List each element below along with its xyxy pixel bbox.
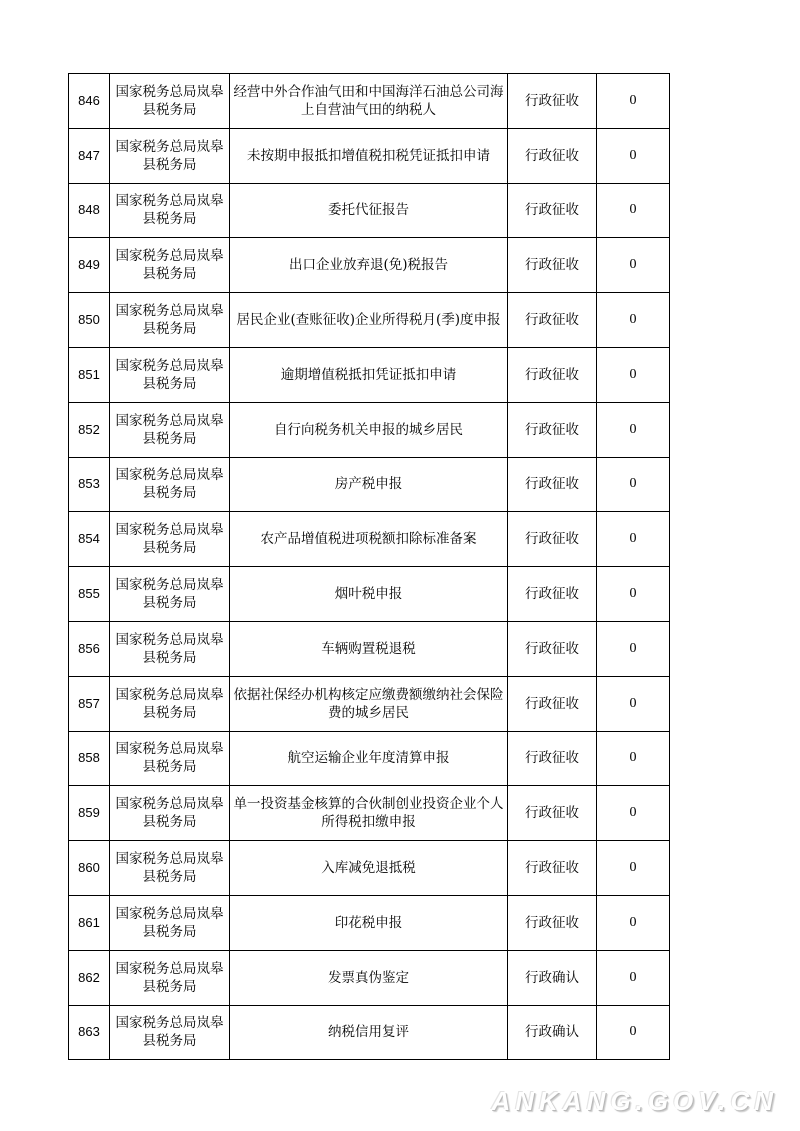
department-cell: 国家税务总局岚皋县税务局 bbox=[110, 731, 230, 786]
count-cell: 0 bbox=[597, 183, 670, 238]
table-body bbox=[69, 74, 670, 1060]
row-number-cell: 848 bbox=[69, 183, 110, 238]
department-cell: 国家税务总局岚皋县税务局 bbox=[110, 402, 230, 457]
item-name-cell: 印花税申报 bbox=[230, 895, 508, 950]
table-row bbox=[69, 895, 670, 950]
table-row bbox=[69, 238, 670, 293]
item-name-cell: 经营中外合作油气田和中国海洋石油总公司海上自营油气田的纳税人 bbox=[230, 74, 508, 129]
item-name-cell: 车辆购置税退税 bbox=[230, 621, 508, 676]
count-cell: 0 bbox=[597, 128, 670, 183]
row-number-cell: 851 bbox=[69, 347, 110, 402]
row-number-cell: 855 bbox=[69, 567, 110, 622]
table-row bbox=[69, 402, 670, 457]
item-name-cell: 逾期增值税抵扣凭证抵扣申请 bbox=[230, 347, 508, 402]
category-cell: 行政征收 bbox=[508, 402, 597, 457]
department-cell: 国家税务总局岚皋县税务局 bbox=[110, 841, 230, 896]
table-row bbox=[69, 128, 670, 183]
table-row bbox=[69, 841, 670, 896]
item-name-cell: 单一投资基金核算的合伙制创业投资企业个人所得税扣缴申报 bbox=[230, 786, 508, 841]
row-number-cell: 854 bbox=[69, 512, 110, 567]
row-number-cell: 847 bbox=[69, 128, 110, 183]
count-cell: 0 bbox=[597, 347, 670, 402]
category-cell: 行政征收 bbox=[508, 786, 597, 841]
category-cell: 行政征收 bbox=[508, 183, 597, 238]
category-cell: 行政确认 bbox=[508, 1005, 597, 1060]
row-number-cell: 859 bbox=[69, 786, 110, 841]
count-cell: 0 bbox=[597, 676, 670, 731]
row-number-cell: 852 bbox=[69, 402, 110, 457]
count-cell: 0 bbox=[597, 1005, 670, 1060]
count-cell: 0 bbox=[597, 786, 670, 841]
table-row bbox=[69, 621, 670, 676]
category-cell: 行政征收 bbox=[508, 512, 597, 567]
item-name-cell: 入库减免退抵税 bbox=[230, 841, 508, 896]
item-name-cell: 纳税信用复评 bbox=[230, 1005, 508, 1060]
table-row bbox=[69, 293, 670, 348]
table-row bbox=[69, 347, 670, 402]
table-row bbox=[69, 457, 670, 512]
table-row bbox=[69, 786, 670, 841]
category-cell: 行政征收 bbox=[508, 841, 597, 896]
category-cell: 行政征收 bbox=[508, 895, 597, 950]
department-cell: 国家税务总局岚皋县税务局 bbox=[110, 895, 230, 950]
row-number-cell: 860 bbox=[69, 841, 110, 896]
table-row bbox=[69, 567, 670, 622]
count-cell: 0 bbox=[597, 238, 670, 293]
department-cell: 国家税务总局岚皋县税务局 bbox=[110, 676, 230, 731]
department-cell: 国家税务总局岚皋县税务局 bbox=[110, 74, 230, 129]
item-name-cell: 房产税申报 bbox=[230, 457, 508, 512]
department-cell: 国家税务总局岚皋县税务局 bbox=[110, 786, 230, 841]
category-cell: 行政征收 bbox=[508, 293, 597, 348]
row-number-cell: 853 bbox=[69, 457, 110, 512]
category-cell: 行政征收 bbox=[508, 676, 597, 731]
department-cell: 国家税务总局岚皋县税务局 bbox=[110, 293, 230, 348]
department-cell: 国家税务总局岚皋县税务局 bbox=[110, 238, 230, 293]
item-name-cell: 依据社保经办机构核定应缴费额缴纳社会保险费的城乡居民 bbox=[230, 676, 508, 731]
table-row bbox=[69, 512, 670, 567]
count-cell: 0 bbox=[597, 402, 670, 457]
category-cell: 行政征收 bbox=[508, 347, 597, 402]
row-number-cell: 850 bbox=[69, 293, 110, 348]
item-name-cell: 航空运输企业年度清算申报 bbox=[230, 731, 508, 786]
department-cell: 国家税务总局岚皋县税务局 bbox=[110, 457, 230, 512]
category-cell: 行政征收 bbox=[508, 128, 597, 183]
department-cell: 国家税务总局岚皋县税务局 bbox=[110, 950, 230, 1005]
row-number-cell: 862 bbox=[69, 950, 110, 1005]
item-name-cell: 出口企业放弃退(免)税报告 bbox=[230, 238, 508, 293]
category-cell: 行政征收 bbox=[508, 238, 597, 293]
table-row bbox=[69, 731, 670, 786]
department-cell: 国家税务总局岚皋县税务局 bbox=[110, 567, 230, 622]
department-cell: 国家税务总局岚皋县税务局 bbox=[110, 347, 230, 402]
row-number-cell: 849 bbox=[69, 238, 110, 293]
site-watermark: ANKANG.GOV.CN bbox=[491, 1086, 778, 1116]
count-cell: 0 bbox=[597, 567, 670, 622]
department-cell: 国家税务总局岚皋县税务局 bbox=[110, 621, 230, 676]
table-row bbox=[69, 676, 670, 731]
table-row bbox=[69, 74, 670, 129]
item-name-cell: 居民企业(查账征收)企业所得税月(季)度申报 bbox=[230, 293, 508, 348]
table-row bbox=[69, 183, 670, 238]
count-cell: 0 bbox=[597, 895, 670, 950]
department-cell: 国家税务总局岚皋县税务局 bbox=[110, 128, 230, 183]
table-row bbox=[69, 1005, 670, 1060]
item-name-cell: 发票真伪鉴定 bbox=[230, 950, 508, 1005]
category-cell: 行政征收 bbox=[508, 731, 597, 786]
table-row bbox=[69, 950, 670, 1005]
count-cell: 0 bbox=[597, 731, 670, 786]
row-number-cell: 857 bbox=[69, 676, 110, 731]
count-cell: 0 bbox=[597, 621, 670, 676]
count-cell: 0 bbox=[597, 950, 670, 1005]
item-name-cell: 烟叶税申报 bbox=[230, 567, 508, 622]
tax-items-table bbox=[68, 73, 670, 1060]
department-cell: 国家税务总局岚皋县税务局 bbox=[110, 512, 230, 567]
department-cell: 国家税务总局岚皋县税务局 bbox=[110, 183, 230, 238]
item-name-cell: 未按期申报抵扣增值税扣税凭证抵扣申请 bbox=[230, 128, 508, 183]
category-cell: 行政确认 bbox=[508, 950, 597, 1005]
count-cell: 0 bbox=[597, 841, 670, 896]
row-number-cell: 861 bbox=[69, 895, 110, 950]
item-name-cell: 农产品增值税进项税额扣除标准备案 bbox=[230, 512, 508, 567]
count-cell: 0 bbox=[597, 293, 670, 348]
count-cell: 0 bbox=[597, 457, 670, 512]
category-cell: 行政征收 bbox=[508, 74, 597, 129]
row-number-cell: 858 bbox=[69, 731, 110, 786]
row-number-cell: 856 bbox=[69, 621, 110, 676]
row-number-cell: 846 bbox=[69, 74, 110, 129]
item-name-cell: 自行向税务机关申报的城乡居民 bbox=[230, 402, 508, 457]
category-cell: 行政征收 bbox=[508, 621, 597, 676]
row-number-cell: 863 bbox=[69, 1005, 110, 1060]
count-cell: 0 bbox=[597, 512, 670, 567]
count-cell: 0 bbox=[597, 74, 670, 129]
category-cell: 行政征收 bbox=[508, 457, 597, 512]
item-name-cell: 委托代征报告 bbox=[230, 183, 508, 238]
category-cell: 行政征收 bbox=[508, 567, 597, 622]
department-cell: 国家税务总局岚皋县税务局 bbox=[110, 1005, 230, 1060]
